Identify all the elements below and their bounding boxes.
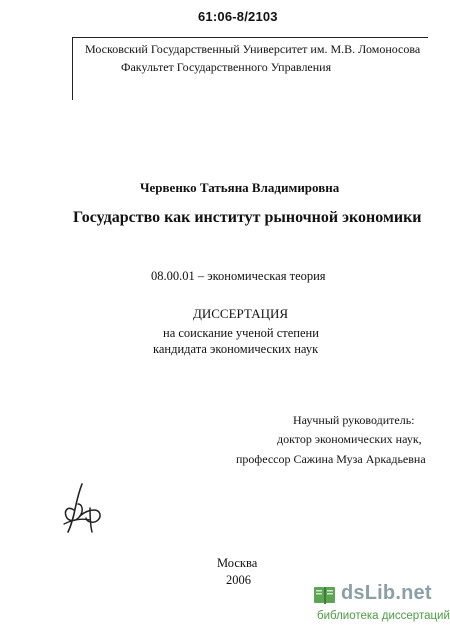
handwritten-signature (60, 480, 110, 536)
faculty-name: Факультет Государственного Управления (121, 60, 332, 74)
degree-line-2: кандидата экономических наук (153, 342, 319, 356)
book-logo-icon (313, 585, 337, 607)
degree-line-1: на соискание ученой степени (163, 326, 319, 340)
watermark-brand: dsLib.net (341, 582, 432, 604)
advisor-label: Научный руководитель: (293, 413, 415, 427)
dslib-watermark (313, 582, 450, 632)
advisor-degree: доктор экономических наук, (277, 432, 422, 446)
dissertation-title: Государство как институт рыночной экономики (73, 209, 422, 226)
watermark-tagline: библиотека диссертаций (317, 610, 450, 622)
city: Москва (217, 556, 258, 570)
archive-code-stamp: 61:06-8/2103 (198, 9, 278, 24)
specialty-code: 08.00.01 – экономическая теория (151, 269, 326, 283)
document-type: ДИССЕРТАЦИЯ (193, 306, 289, 321)
author-name: Червенко Татьяна Владимировна (140, 180, 340, 195)
university-name: Московский Государственный Университет им. М.В. Ломоносова (85, 42, 421, 56)
advisor-name: профессор Сажина Муза Аркадьевна (236, 452, 426, 466)
year: 2006 (226, 573, 251, 587)
